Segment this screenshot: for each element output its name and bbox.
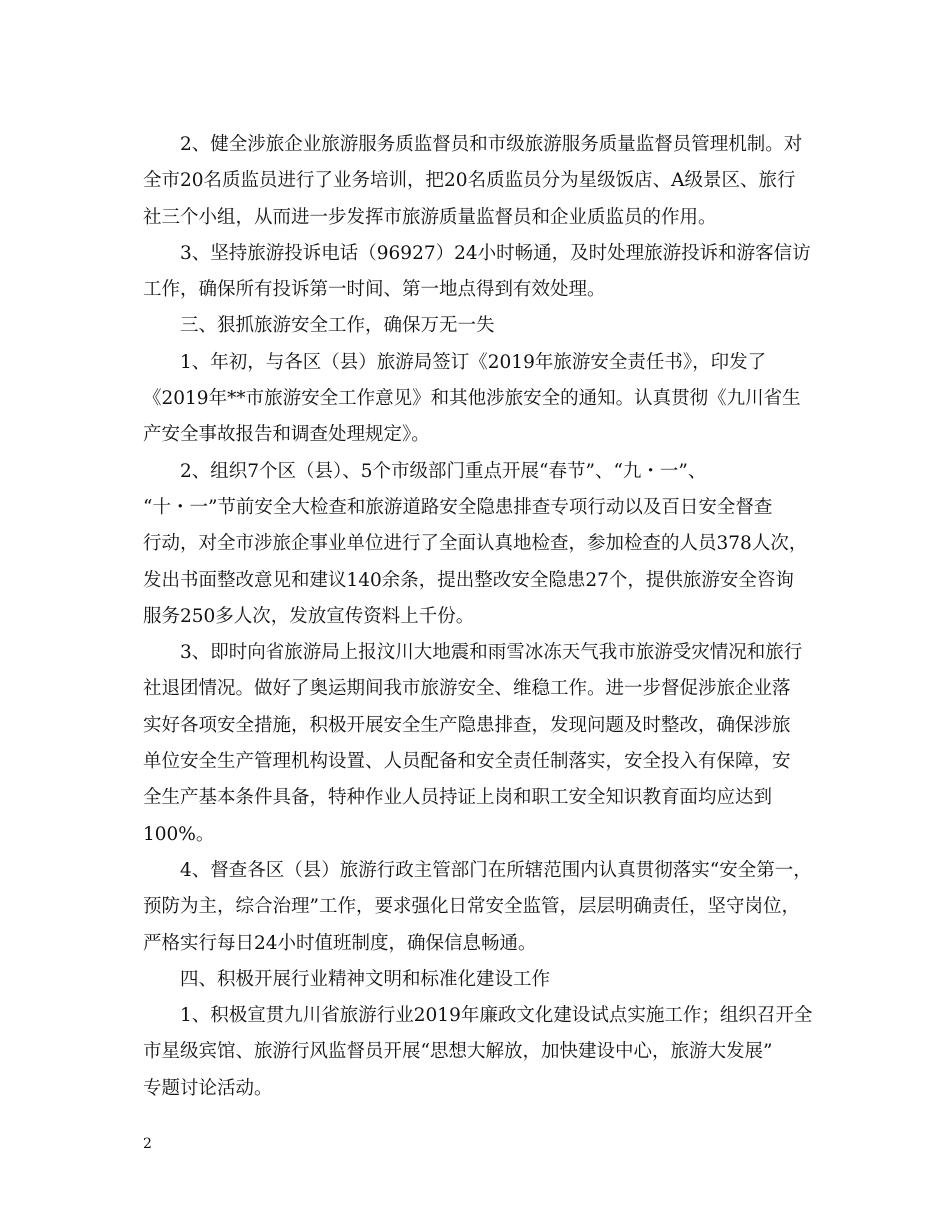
paragraph-line: 专题讨论活动。 bbox=[143, 1077, 273, 1099]
paragraph-first-line: 2、健全涉旅企业旅游服务质监督员和市级旅游服务质量监督员管理机制。对 bbox=[180, 134, 803, 155]
paragraph-line: 工作，确保所有投诉第一时间、第一地点得到有效处理。 bbox=[143, 279, 606, 301]
paragraph-line: 《2019年**市旅游安全工作意见》和其他涉旅安全的通知。认真贯彻《九川省生 bbox=[143, 388, 801, 410]
paragraph-line: 服务250多人次，发放宣传资料上千份。 bbox=[143, 605, 475, 627]
paragraph-line: 全市20名质监员进行了业务培训，把20名质监员分为星级饭店、A级景区、旅行 bbox=[143, 170, 796, 192]
paragraph-line: 产安全事故报告和调查处理规定》。 bbox=[143, 424, 430, 446]
paragraph-first-line: 2、组织7个区（县）、5个市级部门重点开展“春节”、“九・一”、 bbox=[180, 460, 707, 482]
paragraph-line: 严格实行每日24小时值班制度，确保信息畅通。 bbox=[143, 932, 537, 954]
paragraph-first-line: 3、即时向省旅游局上报汶川大地震和雨雪冰冻天气我市旅游受灾情况和旅行 bbox=[180, 642, 803, 664]
paragraph bbox=[143, 454, 815, 635]
page-number: 2 bbox=[143, 1136, 152, 1152]
paragraph bbox=[143, 853, 815, 962]
paragraph-line: 全生产基本条件具备，特种作业人员持证上岗和职工安全知识教育面均应达到 bbox=[143, 787, 773, 809]
paragraph-line: “十・一”节前安全大检查和旅游道路安全隐患排查专项行动以及百日安全督查 bbox=[143, 496, 773, 518]
paragraph-first-line: 4、督查各区（县）旅游行政主管部门在所辖范围内认真贯彻落实“安全第一， bbox=[180, 859, 812, 881]
paragraph-line: 单位安全生产管理机构设置、人员配备和安全责任制落实，安全投入有保障，安 bbox=[143, 751, 791, 773]
paragraph-line: 市星级宾馆、旅游行风监督员开展“思想大解放，加快建设中心，旅游大发展” bbox=[143, 1041, 773, 1063]
document-body bbox=[143, 127, 815, 1107]
paragraph bbox=[143, 236, 815, 309]
paragraph bbox=[143, 345, 815, 454]
paragraph bbox=[143, 635, 815, 853]
paragraph-line: 发出书面整改意见和建议140余条，提出整改安全隐患27个，提供旅游安全咨询 bbox=[143, 569, 794, 591]
paragraph-first-line: 1、年初，与各区（县）旅游局签订《2019年旅游安全责任书》，印发了 bbox=[180, 351, 767, 373]
paragraph bbox=[143, 127, 815, 236]
paragraph-line: 预防为主，综合治理”工作，要求强化日常安全监管，层层明确责任，坚守岗位， bbox=[143, 896, 800, 918]
paragraph-first-line: 三、狠抓旅游安全工作，确保万无一失 bbox=[180, 315, 495, 337]
paragraph-line: 社三个小组，从而进一步发挥市旅游质量监督员和企业质监员的作用。 bbox=[143, 206, 717, 228]
paragraph-first-line: 四、积极开展行业精神文明和标准化建设工作 bbox=[180, 968, 551, 990]
paragraph-line: 100%。 bbox=[143, 823, 215, 845]
paragraph-first-line: 1、积极宣贯九川省旅游行业2019年廉政文化建设试点实施工作；组织召开全 bbox=[180, 1005, 813, 1027]
paragraph bbox=[143, 962, 815, 998]
paragraph bbox=[143, 308, 815, 344]
paragraph bbox=[143, 998, 815, 1107]
paragraph-first-line: 3、坚持旅游投诉电话（96927）24小时畅通，及时处理旅游投诉和游客信访 bbox=[180, 242, 811, 264]
paragraph-line: 社退团情况。做好了奥运期间我市旅游安全、维稳工作。进一步督促涉旅企业落 bbox=[143, 678, 791, 700]
paragraph-line: 实好各项安全措施，积极开展安全生产隐患排查，发现问题及时整改，确保涉旅 bbox=[143, 714, 791, 736]
paragraph-line: 行动，对全市涉旅企事业单位进行了全面认真地检查，参加检查的人员378人次， bbox=[143, 533, 808, 555]
